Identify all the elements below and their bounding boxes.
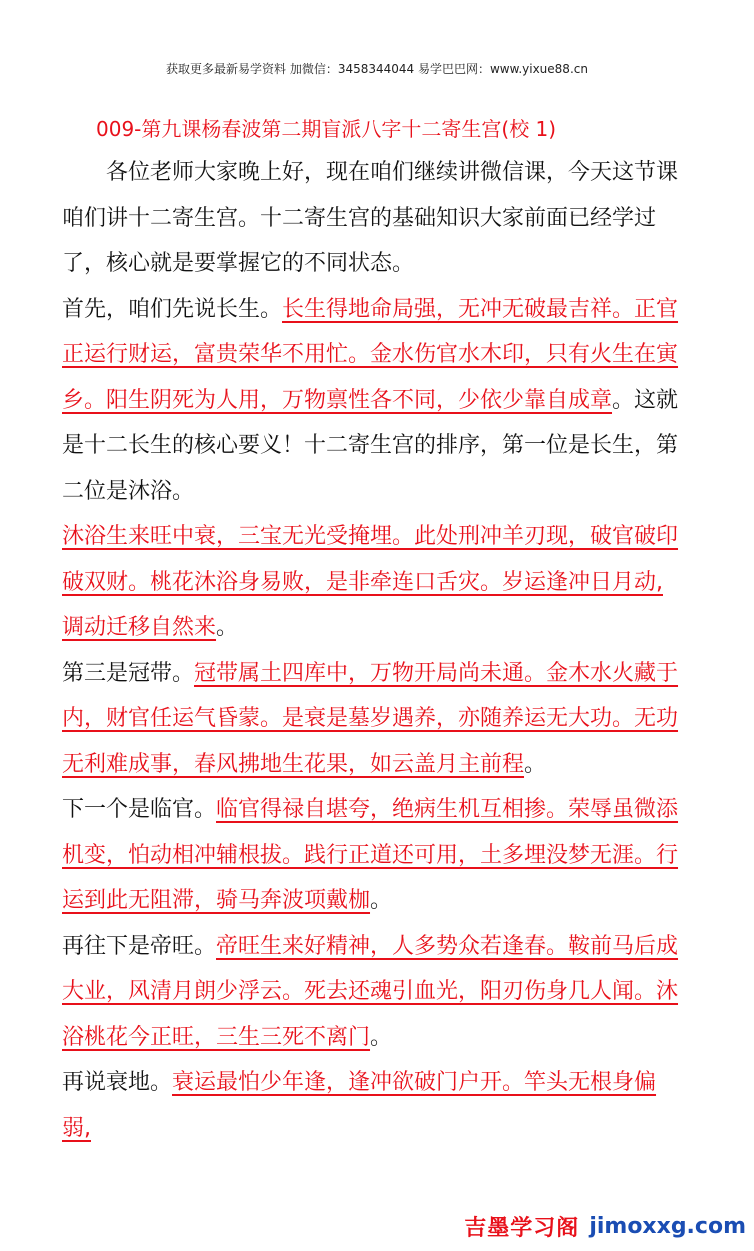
verse-highlight: 帝旺生来好精神，人多势众若逢春。鞍前马后成大业，风清月朗少浮云。死去还魂引血光，阳刃伤身几人闻。沐浴桃花今正旺，三生三死不离门 — [62, 933, 679, 1050]
paragraph-guandai — [62, 651, 682, 788]
logo-text-cn: 吉墨学习阁 — [464, 1215, 580, 1241]
paragraph-muyu — [62, 514, 682, 651]
document-title: 009-第九课杨春波第二期盲派八字十二寄生宫(校 1) — [96, 117, 557, 141]
paragraph-lead: 首先，咱们先说长生。 — [62, 296, 283, 322]
paragraph-changsheng — [62, 287, 682, 515]
paragraph-lead: 再说衰地。 — [62, 1070, 173, 1095]
verse-highlight: 沐浴生来旺中衰，三宝无光受掩埋。此处刑冲羊刃现，破官破印破双财。桃花沐浴身易败，是非牵连口舌灾。岁运逢冲日月动,调动迁移自然来 — [62, 524, 679, 640]
paragraph-lead: 第三是冠带。 — [62, 660, 195, 686]
paragraph-tail: 。这就是十二长生的核心要义！十二寄生宫的排序，第一位是长生，第二位是沐浴。 — [62, 387, 679, 504]
paragraph-lead: 下一个是临官。 — [62, 797, 217, 822]
verse-highlight: 长生得地命局强，无冲无破最吉祥。正官正运行财运，富贵荣华不用忙。金水伤官水木印，只有火生在寅乡。阳生阴死为人用，万物禀性各不同，少依少靠自成章 — [62, 296, 679, 413]
intro-paragraph: 各位老师大家晚上好，现在咱们继续讲微信课，今天这节课咱们讲十二寄生宫。十二寄生宫的基础知识大家前面已经学过了，核心就是要掌握它的不同状态。 — [62, 160, 679, 276]
watermark-logo — [464, 1209, 746, 1243]
paragraph-shuai — [62, 1060, 682, 1151]
logo-text-en: jimoxxg.com — [589, 1213, 746, 1239]
paragraph-lead: 再往下是帝旺。 — [62, 933, 217, 959]
verse-highlight: 冠带属土四库中，万物开局尚未通。金木水火藏于内，财官任运气昏蒙。是衰是墓岁遇养，亦随养运无大功。无功无利难成事，春风拂地生花果，如云盖月主前程 — [62, 660, 679, 777]
page-header: 获取更多最新易学资料 加微信：3458344044 易学巴巴网：www.yixue88.cn — [166, 62, 588, 76]
document-body — [62, 150, 682, 1151]
paragraph-linguan — [62, 787, 682, 924]
paragraph-tail: 。 — [370, 1024, 393, 1050]
paragraph-tail: 。 — [524, 751, 547, 777]
paragraph-tail: 。 — [370, 888, 393, 913]
verse-highlight: 临官得禄自堪夸，绝病生机互相掺。荣辱虽微添机变，怕动相冲辅根拔。践行正道还可用，土多埋没梦无涯。行运到此无阻滞，骑马奔波项戴枷 — [62, 797, 679, 913]
verse-highlight: 衰运最怕少年逢，逢冲欲破门户开。竿头无根身偏弱, — [62, 1070, 657, 1141]
paragraph-diwang — [62, 924, 682, 1061]
paragraph-tail: 。 — [216, 615, 239, 640]
